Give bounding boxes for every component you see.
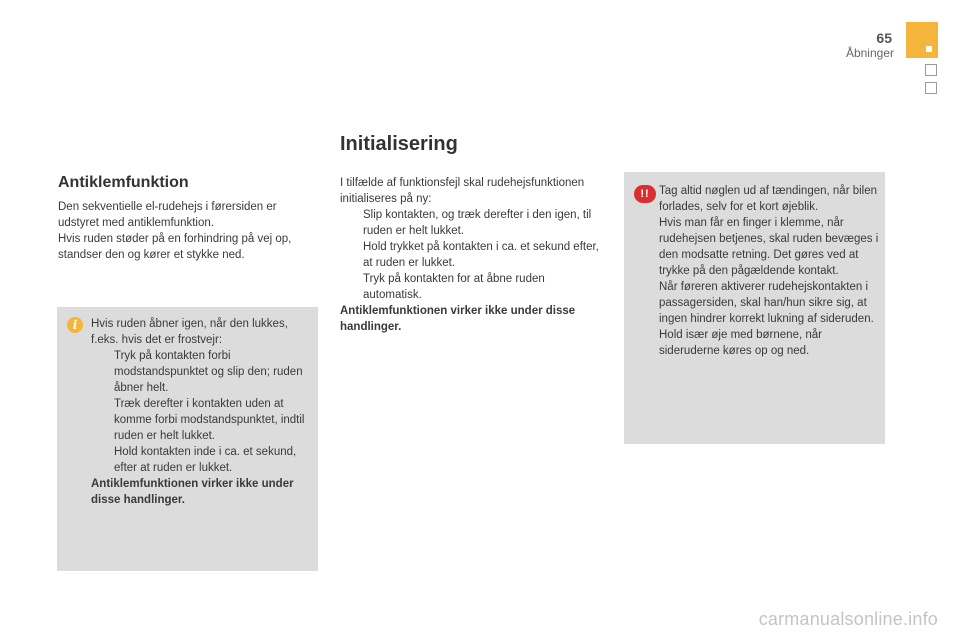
list-item bbox=[91, 444, 307, 476]
list-item bbox=[340, 239, 602, 271]
section-name: Åbninger bbox=[845, 46, 894, 60]
list-item-text: Hold kontakten inde i ca. et sekund, efter at ruden er lukket. bbox=[114, 446, 297, 474]
list-item-text: Tryk på kontakten for at åbne ruden automatisk. bbox=[363, 273, 545, 301]
warning-line: Når føreren aktiverer rudehejskontakten i passagersiden, skal han/hun sikre sig, at ingen hindrer korrekt lukning af sideruden. bbox=[659, 281, 874, 325]
list-item-text: Slip kontakten, og træk derefter i den igen, til ruden er helt lukket. bbox=[363, 209, 592, 237]
page-number: 65 bbox=[876, 30, 892, 46]
info-bullet-list bbox=[91, 348, 307, 476]
info-icon: i bbox=[67, 317, 83, 333]
antiklem-heading: Antiklemfunktion bbox=[58, 174, 189, 191]
list-item-text: Tryk på kontakten forbi modstandspunktet og slip den; ruden åbner helt. bbox=[114, 350, 303, 394]
list-item-text: Træk derefter i kontakten uden at komme forbi modstandspunktet, indtil ruden er helt lukket. bbox=[114, 398, 305, 442]
list-item-text: Hold trykket på kontakten i ca. et sekund efter, at ruden er lukket. bbox=[363, 241, 599, 269]
tab-marker bbox=[926, 46, 932, 52]
warning-line: Hvis man får en finger i klemme, når rudehejsen betjenes, skal ruden bevæges i den modsatte retning. Det gøres ved at trykke på den pågældende kontakt. bbox=[659, 217, 879, 277]
warning-line: Hold især øje med børnene, når sideruderne køres op og ned. bbox=[659, 329, 822, 357]
warning-line: Tag altid nøglen ud af tændingen, når bilen forlades, selv for et kort øjeblik. bbox=[659, 185, 878, 213]
intro-paragraph: Den sekventielle el-rudehejs i førersiden er udstyret med antiklemfunktion. bbox=[58, 201, 277, 229]
intro-paragraph: Hvis ruden støder på en forhindring på vej op, standser den og kører et stykke ned. bbox=[58, 233, 292, 261]
init-heading: Initialisering bbox=[340, 133, 458, 155]
section-tab-3[interactable] bbox=[925, 82, 937, 94]
list-item bbox=[340, 271, 602, 303]
section-tab-active[interactable] bbox=[906, 22, 938, 58]
init-bullet-list bbox=[340, 207, 602, 303]
warning-box-body bbox=[659, 183, 879, 359]
warning-box bbox=[624, 172, 885, 444]
init-note: Antiklemfunktionen virker ikke under disse handlinger. bbox=[340, 305, 576, 333]
info-note: Antiklemfunktionen virker ikke under disse handlinger. bbox=[91, 478, 294, 506]
init-lead: I tilfælde af funktionsfejl skal rudehejsfunktionen initialiseres på ny: bbox=[340, 177, 585, 205]
antiklem-intro bbox=[58, 199, 320, 263]
list-item bbox=[340, 207, 602, 239]
info-box bbox=[57, 307, 318, 571]
info-lead: Hvis ruden åbner igen, når den lukkes, f.eks. hvis det er frostvejr: bbox=[91, 318, 288, 346]
init-column bbox=[340, 175, 602, 335]
section-tab-2[interactable] bbox=[925, 64, 937, 76]
warning-icon: !! bbox=[634, 185, 656, 203]
watermark: carmanualsonline.info bbox=[758, 609, 938, 629]
info-box-body bbox=[91, 316, 307, 508]
list-item bbox=[91, 348, 307, 396]
list-item bbox=[91, 396, 307, 444]
